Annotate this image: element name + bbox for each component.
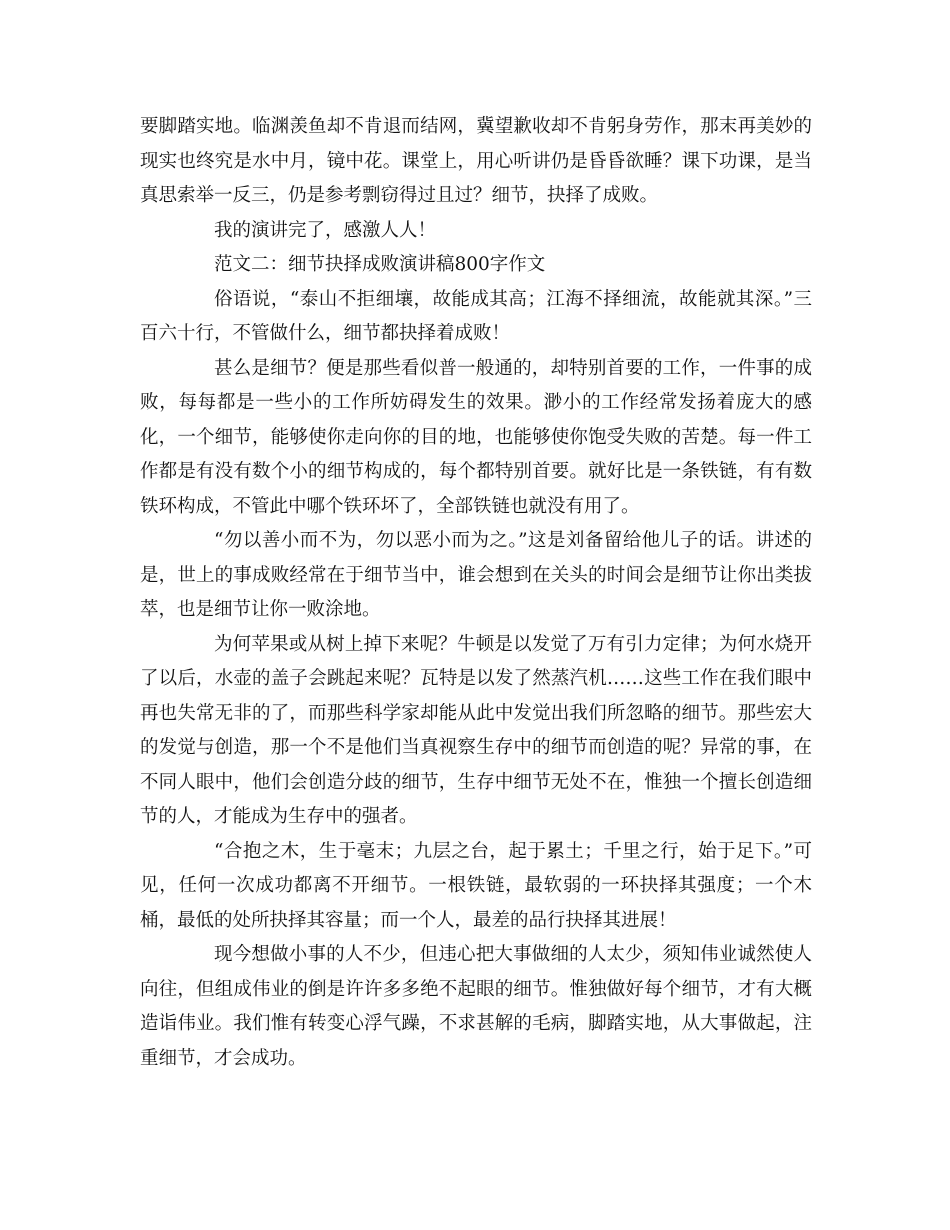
- paragraph-what-is-detail: 甚么是细节？便是那些看似普一般通的，却特别首要的工作，一件事的成败，每每都是一些小的工作所妨碍发生的效果。渺小的工作经常发扬着庞大的感化，一个细节，能够使你走向你的目的地，也能够使你饱受失败的苦楚。每一件工作都是有没有数个小的细节构成的，每个都特别首要。就好比是一条铁链，有有数铁环构成，不管此中哪个铁环坏了，全部铁链也就没有用了。: [140, 357, 812, 517]
- document-page: [140, 110, 812, 1076]
- paragraph-closing: 我的演讲完了，感激人人！: [214, 219, 437, 241]
- paragraph-hebao-quote: “合抱之木，生于毫末；九层之台，起于累土；千里之行，始于足下。”可见，任何一次成功都离不开细节。一根铁链，最软弱的一环抉择其强度；一个木桶，最低的处所抉择其容量；而一个人，最差的品行抉择其进展！: [140, 840, 812, 931]
- section-heading: 范文二：细节抉择成败演讲稿800字作文: [214, 254, 546, 275]
- paragraph-newton-watt: 为何苹果或从树上掉下来呢？牛顿是以发觉了万有引力定律；为何水烧开了以后，水壶的盖子会跳起来呢？瓦特是以发了然蒸汽机……这些工作在我们眼中再也失常无非的了，而那些科学家却能从此中发觉出我们所忽略的细节。那些宏大的发觉与创造，那一个不是他们当真视察生存中的细节而创造的呢？异常的事，在不同人眼中，他们会创造分歧的细节，生存中细节无处不在，惟独一个擅长创造细节的人，才能成为生存中的强者。: [140, 633, 812, 827]
- paragraph-liu-bei-quote: “勿以善小而不为，勿以恶小而为之。”这是刘备留给他儿子的话。讲述的是，世上的事成败经常在于细节当中，谁会想到在关头的时间会是细节让你出类拔萃，也是细节让你一败涂地。: [140, 530, 812, 620]
- paragraph-proverb: 俗语说，“泰山不拒细壤，故能成其高；江海不择细流，故能就其深。”三百六十行，不管做什么，细节都抉择着成败！: [140, 288, 812, 344]
- paragraph-conclusion: 现今想做小事的人不少，但违心把大事做细的人太少，须知伟业诚然使人向往，但组成伟业的倒是许许多多绝不起眼的细节。惟独做好每个细节，才有大概造诣伟业。我们惟有转变心浮气躁，不求甚解的毛病，脚踏实地，从大事做起，注重细节，才会成功。: [140, 944, 812, 1069]
- paragraph-1: 要脚踏实地。临渊羡鱼却不肯退而结网，冀望歉收却不肯躬身劳作，那末再美妙的现实也终究是水中月，镜中花。课堂上，用心听讲仍是昏昏欲睡？课下功课，是当真思索举一反三，仍是参考剽窃得过且过？细节，抉择了成败。: [140, 116, 812, 206]
